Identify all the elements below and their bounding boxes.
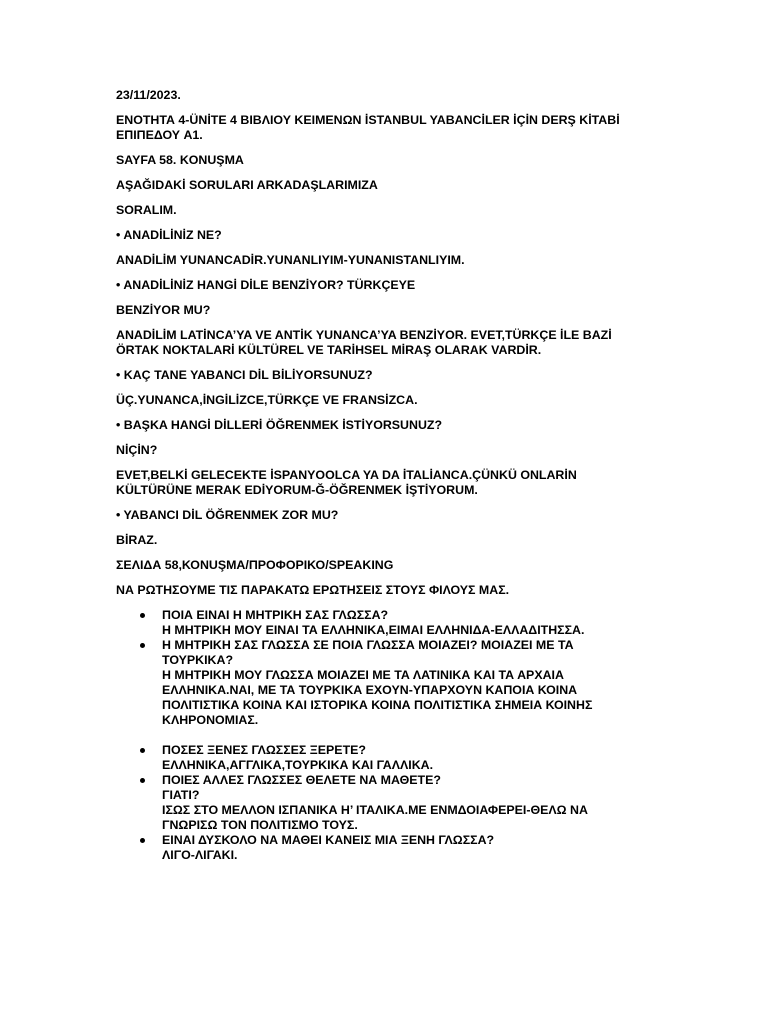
- paragraph: [116, 153, 728, 168]
- bullet-item: [116, 608, 728, 638]
- text-line: KÜLTÜRÜNE MERAK EDİYORUM-Ğ-ÖĞRENMEK İŞTİYORUM.: [116, 483, 478, 497]
- text-line: • ANADİLİNİZ HANGİ DİLE BENZİYOR? TÜRKÇEYE: [116, 278, 416, 292]
- text-line: EVET,BELKİ GELECEKTE İSPANYOOLCA YA DA İTALİANCA.ÇÜNKÜ ONLARİN: [116, 468, 577, 482]
- paragraph: [116, 253, 728, 268]
- text-line: ΣΕΛΙΔΑ 58,ΚΟΝUŞMA/ΠΡΟΦΟΡΙΚΟ/SPEAKING: [116, 558, 394, 572]
- text-line: ΓΝΩΡΙΣΩ ΤΟΝ ΠΟΛΙΤΙΣΜΟ ΤΟΥΣ.: [162, 818, 358, 832]
- text-line: SORALIM.: [116, 203, 177, 217]
- greek-bullet-list: [116, 608, 728, 863]
- turkish-section: [116, 153, 728, 598]
- text-line: ΠΟΙΑ ΕΙΝΑΙ Η ΜΗΤΡΙΚΗ ΣΑΣ ΓΛΩΣΣΑ?: [162, 608, 389, 622]
- bullet-item: [116, 743, 728, 773]
- bullet-item: [116, 833, 728, 863]
- bullet-dot-icon: [140, 838, 145, 843]
- text-line: ΠΟΛΙΤΙΣΤΙΚΑ ΚΟΙΝΑ ΚΑΙ ΙΣΤΟΡΙΚΑ ΚΟΙΝΑ ΠΟΛΙΤΙΣΤΙΚΑ ΣΗΜΕΙΑ ΚΟΙΝΗΣ: [162, 698, 593, 712]
- text-line: ΚΛΗΡΟΝΟΜΙΑΣ.: [162, 713, 259, 727]
- text-line: BENZİYOR MU?: [116, 303, 211, 317]
- bullet-item: [116, 773, 728, 833]
- text-line: ΕΙΝΑΙ ΔΥΣΚΟΛΟ ΝΑ ΜΑΘΕΙ ΚΑΝΕΙΣ ΜΙΑ ΞΕΝΗ ΓΛΩΣΣΑ?: [162, 833, 495, 847]
- bullet-dot-icon: [140, 613, 145, 618]
- text-line: AŞAĞIDAKİ SORULARI ARKADAŞLARIMIZA: [116, 178, 378, 192]
- paragraph: [116, 278, 728, 293]
- text-line: • ANADİLİNİZ NE?: [116, 228, 222, 242]
- paragraph: [116, 303, 728, 318]
- paragraph: [116, 558, 728, 573]
- text-line: ΠΟΣΕΣ ΞΕΝΕΣ ΓΛΩΣΣΕΣ ΞΕΡΕΤΕ?: [162, 743, 366, 757]
- text-line: • KAÇ TANE YABANCI DİL BİLİYORSUNUZ?: [116, 368, 373, 382]
- text-line: ANADİLİM LATİNCA’YA VE ANTİK YUNANCA’YA BENZİYOR. EVET,TÜRKÇE İLE BAZİ: [116, 328, 612, 342]
- text-line: ΝΑ ΡΩΤΗΣΟΥΜΕ ΤΙΣ ΠΑΡΑΚΑΤΩ ΕΡΩΤΗΣΕΙΣ ΣΤΟΥΣ ΦΙΛΟΥΣ ΜΑΣ.: [116, 583, 510, 597]
- text-line: Η ΜΗΤΡΙΚΗ ΜΟΥ ΓΛΩΣΣΑ ΜΟΙΑΖΕΙ ΜΕ ΤΑ ΛΑΤΙΝΙΚΑ ΚΑΙ ΤΑ ΑΡΧΑΙΑ: [162, 668, 564, 682]
- text-line: • YABANCI DİL ÖĞRENMEK ZOR MU?: [116, 508, 339, 522]
- paragraph: [116, 443, 728, 458]
- paragraph: [116, 368, 728, 383]
- paragraph: [116, 178, 728, 193]
- text-line: ΛΙΓΟ-ΛΙΓΑΚΙ.: [162, 848, 238, 862]
- text-line: BİRAZ.: [116, 533, 158, 547]
- text-line: ΙΣΩΣ ΣΤΟ ΜΕΛΛΟΝ ΙΣΠΑΝΙΚΑ Η’ ΙΤΑΛΙΚΑ.ΜΕ ΕΝΜΔΟΙΑΦΕΡΕΙ-ΘΕΛΩ ΝΑ: [162, 803, 588, 817]
- text-line: Η ΜΗΤΡΙΚΗ ΜΟΥ ΕΙΝΑΙ ΤΑ ΕΛΛΗΝΙΚΑ,ΕΙΜΑΙ ΕΛΛΗΝΙΔΑ-ΕΛΛΑΔΙΤΗΣΣΑ.: [162, 623, 585, 637]
- paragraph: [116, 533, 728, 548]
- paragraph: [116, 228, 728, 243]
- text-line: ΕΛΛΗΝΙΚΑ,ΑΓΓΛΙΚΑ,ΤΟΥΡΚΙΚΑ ΚΑΙ ΓΑΛΛΙΚΑ.: [162, 758, 434, 772]
- paragraph: [116, 393, 728, 408]
- text-line: ANADİLİM YUNANCADİR.YUNANLIYIM-YUNANISTANLIYIM.: [116, 253, 465, 267]
- bullet-dot-icon: [140, 643, 145, 648]
- text-line: ΓΙΑΤΙ?: [162, 788, 200, 802]
- text-line: SAYFA 58. KONUŞMA: [116, 153, 244, 167]
- paragraph: [116, 583, 728, 598]
- text-line: • BAŞKA HANGİ DİLLERİ ÖĞRENMEK İSTİYORSUNUZ?: [116, 418, 443, 432]
- text-line: ÜÇ.YUNANCA,İNGİLİZCE,TÜRKÇE VE FRANSİZCA.: [116, 393, 418, 407]
- document-title: ΕΝΟΤΗΤΑ 4-ÜNİTE 4 ΒΙΒΛΙΟΥ ΚΕΙΜΕΝΩΝ İSTANBUL YABANCİLER İÇİN DERŞ KİTABİ ΕΠΙΠΕΔΟΥ A1.: [116, 113, 620, 142]
- text-line: ΕΛΛΗΝΙΚΑ.ΝΑΙ, ΜΕ ΤΑ ΤΟΥΡΚΙΚΑ ΕΧΟΥΝ-ΥΠΑΡΧΟΥΝ ΚΑΠΟΙΑ ΚΟΙΝΑ: [162, 683, 578, 697]
- text-line: Η ΜΗΤΡΙΚΗ ΣΑΣ ΓΛΩΣΣΑ ΣΕ ΠΟΙΑ ΓΛΩΣΣΑ ΜΟΙΑΖΕΙ? ΜΟΙΑΖΕΙ ΜΕ ΤΑ: [162, 638, 574, 652]
- bullet-item: [116, 638, 728, 728]
- paragraph: [116, 418, 728, 433]
- text-line: ΠΟΙΕΣ ΑΛΛΕΣ ΓΛΩΣΣΕΣ ΘΕΛΕΤΕ ΝΑ ΜΑΘΕΤΕ?: [162, 773, 441, 787]
- bullet-dot-icon: [140, 748, 145, 753]
- paragraph: [116, 203, 728, 218]
- text-line: ÖRTAK NOKTALARİ KÜLTÜREL VE TARİHSEL MİRAŞ OLARAK VARDİR.: [116, 343, 542, 357]
- text-line: ΤΟΥΡΚΙΚΑ?: [162, 653, 234, 667]
- paragraph: [116, 508, 728, 523]
- paragraph: [116, 328, 728, 358]
- document-date: 23/11/2023.: [116, 88, 181, 102]
- bullet-dot-icon: [140, 778, 145, 783]
- text-line: NİÇİN?: [116, 443, 158, 457]
- paragraph: [116, 468, 728, 498]
